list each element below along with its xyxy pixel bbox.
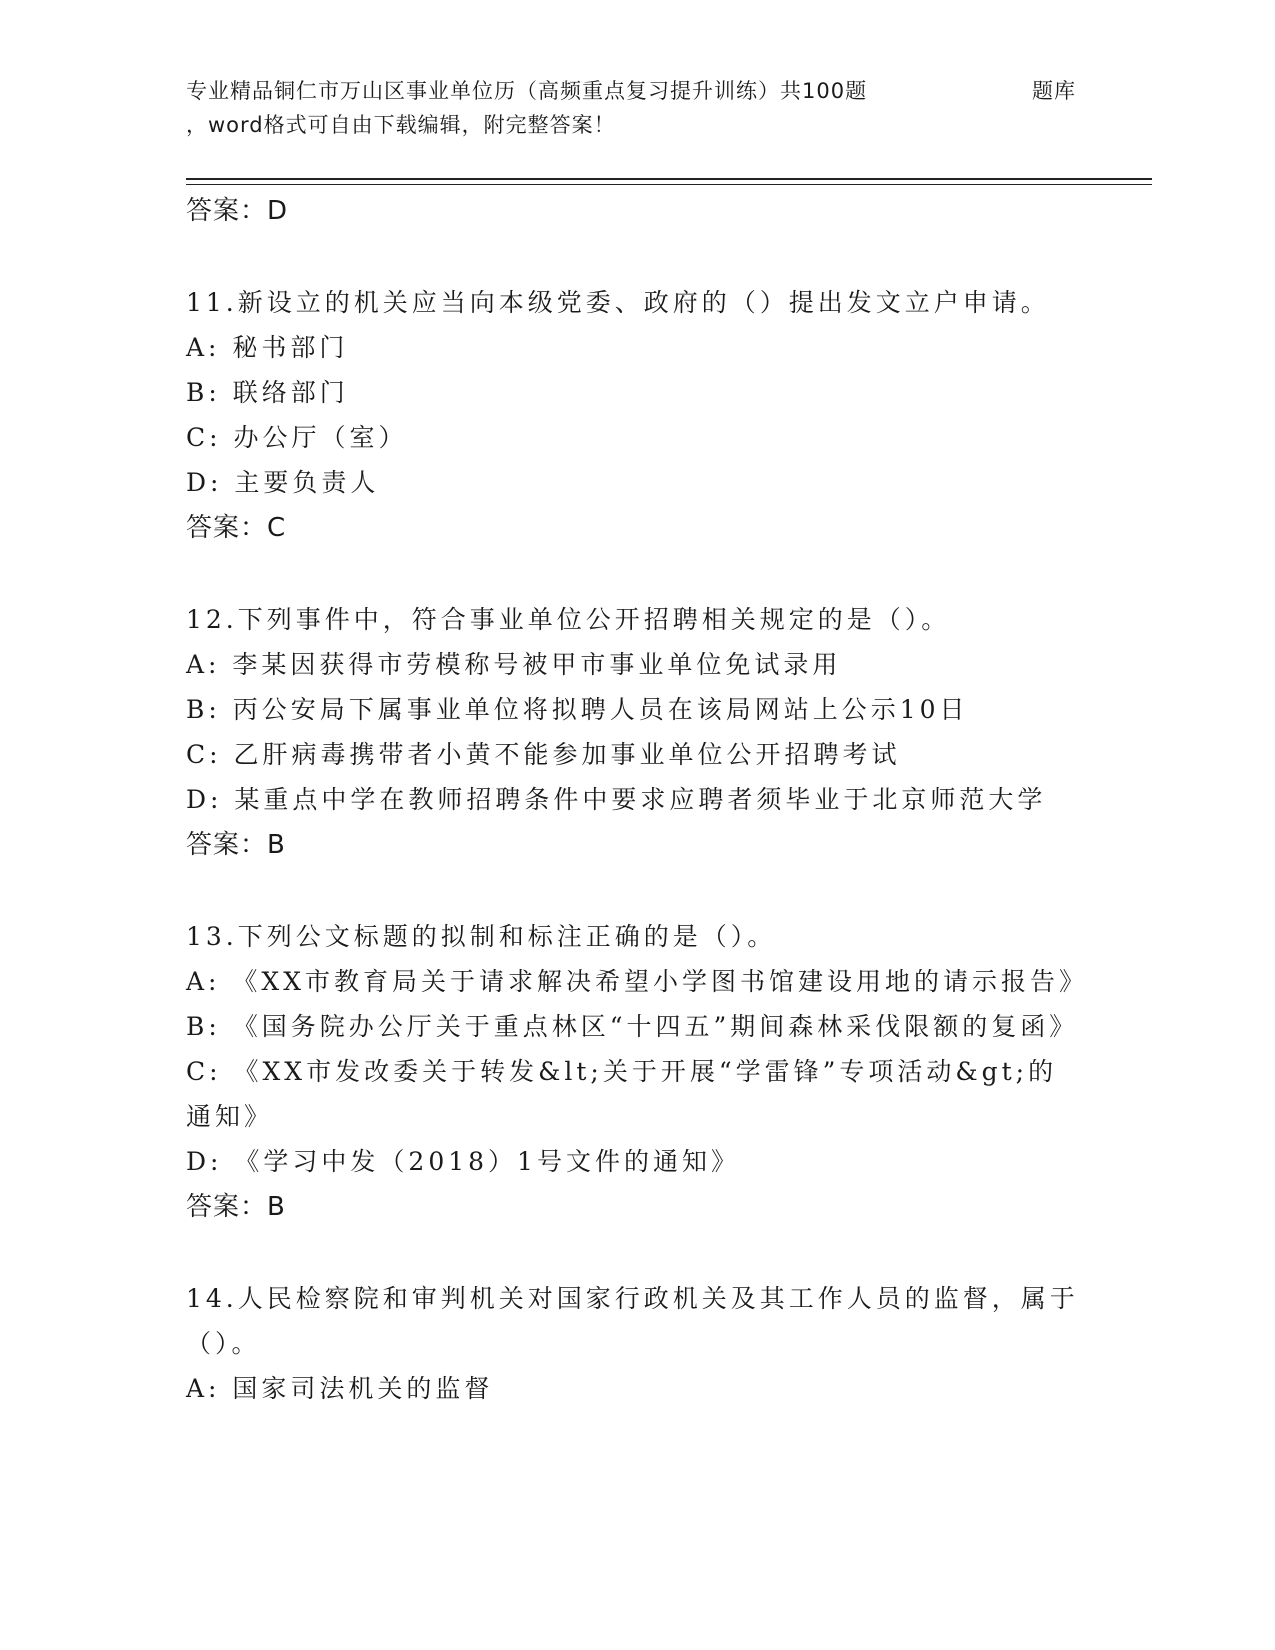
- header-subtitle: ，word格式可自由下载编辑，附完整答案！: [186, 113, 616, 137]
- option-a: A: 《XX市教育局关于请求解决希望小学图书馆建设用地的请示报告》: [186, 967, 1089, 996]
- header-title: 专业精品铜仁市万山区事业单位历（高频重点复习提升训练）共100题: [186, 79, 868, 103]
- option-b: B: 丙公安局下属事业单位将拟聘人员在该局网站上公示10日: [186, 695, 969, 724]
- option-d: D: 某重点中学在教师招聘条件中要求应聘者须毕业于北京师范大学: [186, 785, 1047, 814]
- question-block: [186, 597, 1086, 868]
- answer-line: 答案：B: [186, 830, 286, 860]
- option-b: B: 《国务院办公厅关于重点林区“十四五”期间森林采伐限额的复函》: [186, 1012, 1079, 1041]
- header-rule-thick: [186, 178, 1152, 180]
- option-a: A: 秘书部门: [186, 333, 349, 362]
- answer-block: [186, 188, 1086, 234]
- answer-line: 答案：C: [186, 513, 287, 543]
- option-d: D: 《学习中发（2018）1号文件的通知》: [186, 1147, 740, 1176]
- question-text: 14.人民检察院和审判机关对国家行政机关及其工作人员的监督，属于（）。: [186, 1284, 1079, 1358]
- question-text: 11.新设立的机关应当向本级党委、政府的（）提出发文立户申请。: [186, 288, 1050, 317]
- question-text: 13.下列公文标题的拟制和标注正确的是（）。: [186, 922, 777, 951]
- question-block: [186, 914, 1089, 1230]
- option-b: B: 联络部门: [186, 378, 349, 407]
- question-block: [186, 1276, 1086, 1411]
- answer-line: 答案：D: [186, 196, 289, 226]
- option-c: C: 《XX市发改委关于转发&lt;关于开展“学雷锋”专项活动&gt;的通知》: [186, 1057, 1058, 1131]
- option-a: A: 李某因获得市劳模称号被甲市事业单位免试录用: [186, 650, 842, 679]
- option-c: C: 办公厅（室）: [186, 423, 408, 452]
- option-d: D: 主要负责人: [186, 468, 380, 497]
- header-title-line: [186, 74, 1086, 108]
- question-text: 12.下列事件中，符合事业单位公开招聘相关规定的是（）。: [186, 605, 951, 634]
- answer-line: 答案：B: [186, 1192, 286, 1222]
- question-block: [186, 280, 1086, 551]
- header-rule-thin: [186, 184, 1152, 185]
- page-header: [186, 74, 1086, 142]
- option-a: A: 国家司法机关的监督: [186, 1374, 494, 1403]
- header-tag: 题库: [1032, 79, 1076, 103]
- document-body: [186, 188, 1089, 1411]
- option-c: C: 乙肝病毒携带者小黄不能参加事业单位公开招聘考试: [186, 740, 901, 769]
